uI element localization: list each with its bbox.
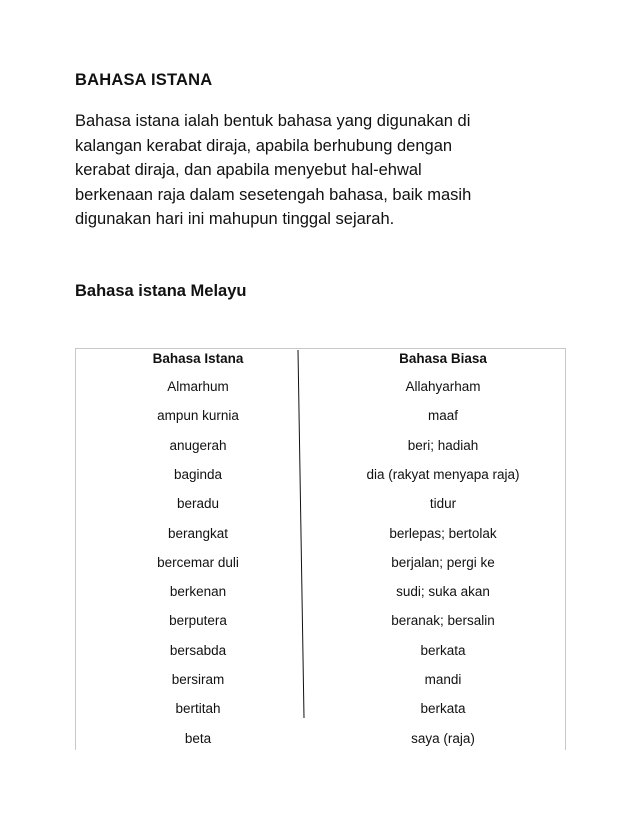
vocabulary-table	[75, 348, 566, 750]
paragraph-line: Bahasa istana ialah bentuk bahasa yang digunakan di	[75, 112, 471, 130]
paragraph-line: kalangan kerabat diraja, apabila berhubung dengan	[75, 136, 453, 155]
table-row	[75, 438, 566, 467]
cell-istana: bertitah	[175, 701, 221, 717]
cell-istana: beta	[184, 730, 212, 746]
paragraph-line: digunakan hari ini mahupun tinggal sejarah.	[75, 210, 395, 229]
table-row	[75, 701, 566, 730]
table-row	[75, 584, 566, 613]
table-row	[75, 379, 566, 408]
intro-paragraph	[75, 109, 545, 232]
cell-istana: baginda	[173, 466, 223, 482]
table-header-row	[75, 351, 566, 380]
cell-biasa: saya (raja)	[411, 730, 475, 746]
cell-biasa: berkata	[420, 701, 466, 717]
cell-istana: ampun kurnia	[157, 408, 239, 424]
table-row	[75, 408, 566, 437]
table-row	[75, 526, 566, 555]
cell-istana: berkenan	[169, 584, 227, 600]
cell-istana: bercemar duli	[157, 554, 239, 570]
paragraph-line: berkenaan raja dalam sesetengah bahasa, baik masih	[75, 185, 472, 204]
section-subheading: Bahasa istana Melayu	[75, 282, 247, 300]
cell-biasa: berlepas; bertolak	[389, 525, 497, 541]
cell-istana: beradu	[176, 496, 220, 512]
cell-biasa: Allahyarham	[405, 379, 481, 394]
cell-istana: anugerah	[169, 437, 227, 453]
cell-biasa: maaf	[427, 408, 458, 424]
table-row	[75, 467, 566, 496]
table-row	[75, 643, 566, 672]
header-cell-istana: Bahasa Istana	[152, 351, 244, 366]
cell-istana: berputera	[169, 613, 227, 629]
table-row	[75, 555, 566, 584]
cell-istana: bersiram	[171, 672, 225, 687]
table-row	[75, 672, 566, 701]
cell-biasa: sudi; suka akan	[396, 584, 490, 600]
document-heading: BAHASA ISTANA	[75, 71, 213, 89]
cell-biasa: dia (rakyat menyapa raja)	[366, 466, 520, 482]
cell-istana: bersabda	[169, 642, 227, 658]
header-cell-biasa: Bahasa Biasa	[399, 351, 487, 366]
cell-biasa: mandi	[424, 672, 462, 687]
cell-biasa: berjalan; pergi ke	[391, 554, 495, 570]
cell-biasa: beri; hadiah	[407, 437, 479, 453]
table-row	[75, 731, 566, 760]
cell-istana: berangkat	[167, 525, 229, 541]
table-row	[75, 613, 566, 642]
cell-biasa: beranak; bersalin	[391, 613, 495, 629]
cell-biasa: tidur	[429, 496, 457, 512]
table-row	[75, 496, 566, 525]
paragraph-line: kerabat diraja, dan apabila menyebut hal-ehwal	[75, 161, 422, 180]
cell-istana: Almarhum	[167, 379, 229, 394]
cell-biasa: berkata	[420, 642, 466, 658]
